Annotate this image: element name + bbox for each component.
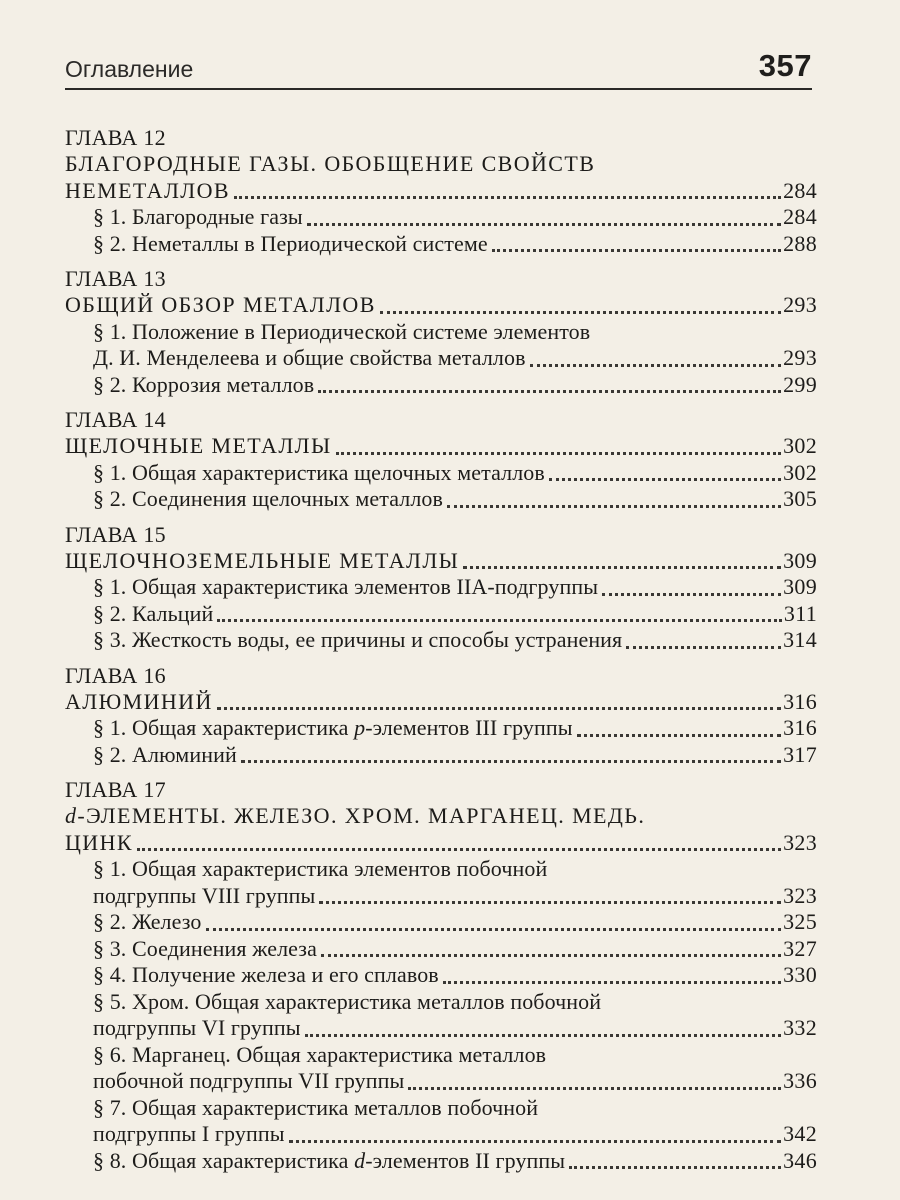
section-page-number: 317 (783, 741, 817, 767)
chapter-title-line (65, 151, 817, 178)
section-text: § 2. Неметаллы в Периодической системе (93, 230, 488, 256)
section-page-number: 346 (783, 1147, 817, 1173)
section-line (65, 319, 817, 346)
section-text: § 2. Соединения щелочных металлов (93, 486, 443, 511)
section-text: § 4. Получение железа и его сплавов (93, 962, 439, 987)
dot-leader (217, 609, 782, 622)
section-line (65, 1042, 817, 1069)
dot-leader (408, 1077, 781, 1090)
chapter-block (65, 521, 817, 654)
section-text: § 2. Железо (93, 909, 202, 934)
section-line (65, 204, 817, 231)
dot-leader (463, 556, 781, 569)
section-line (65, 1095, 817, 1122)
dot-leader (217, 697, 781, 710)
section-page-number: 332 (783, 1015, 817, 1040)
dot-leader (569, 1156, 781, 1169)
section-text: § 8. Общая характеристика d-элементов II группы (93, 1147, 566, 1173)
section-text: § 3. Соединения железа (93, 935, 317, 961)
dot-leader (319, 891, 781, 904)
running-title: Оглавление (65, 56, 194, 82)
section-page-number: 342 (783, 1121, 817, 1146)
section-text: § 1. Общая характеристика щелочных металлов (93, 459, 545, 485)
section-line (65, 372, 817, 399)
dot-leader (137, 838, 781, 851)
section-text: побочной подгруппы VII группы (93, 1068, 405, 1093)
chapter-title-text: НЕМЕТАЛЛОВ (65, 177, 230, 203)
dot-leader (577, 724, 781, 737)
section-line (65, 1015, 817, 1042)
dot-leader (530, 354, 782, 367)
chapter-title-page-number: 316 (783, 688, 817, 714)
dot-leader (305, 1024, 782, 1037)
section-page-number: 330 (783, 962, 817, 987)
section-line (65, 486, 817, 513)
section-page-number: 309 (783, 574, 817, 599)
section-line (65, 345, 817, 372)
section-text: § 2. Коррозия металлов (93, 371, 315, 397)
chapter-label: ГЛАВА 14 (65, 407, 166, 432)
dot-leader (234, 186, 781, 199)
section-line (65, 1068, 817, 1095)
section-line (65, 856, 817, 883)
dot-leader (307, 213, 781, 226)
chapter-title-line (65, 178, 817, 205)
section-page-number: 299 (783, 371, 817, 397)
chapter-block (65, 776, 817, 1174)
chapter-label: ГЛАВА 12 (65, 125, 166, 150)
chapter-title-page-number: 323 (783, 829, 817, 855)
dot-leader (492, 239, 781, 252)
chapter-label: ГЛАВА 13 (65, 266, 166, 291)
section-line (65, 231, 817, 258)
dot-leader (549, 468, 781, 481)
section-line (65, 627, 817, 654)
section-text: подгруппы VIII группы (93, 882, 316, 908)
dot-leader (241, 750, 781, 763)
chapter-title-text: d-ЭЛЕМЕНТЫ. ЖЕЛЕЗО. ХРОМ. МАРГАНЕЦ. МЕДЬ. (65, 803, 646, 828)
chapter-title-line (65, 433, 817, 460)
section-text: Д. И. Менделеева и общие свойства металлов (93, 345, 526, 370)
section-page-number: 325 (783, 909, 817, 934)
chapter-title-page-number: 284 (783, 177, 817, 203)
dot-leader (447, 495, 781, 508)
section-page-number: 311 (783, 600, 817, 626)
section-text: § 1. Благородные газы (93, 204, 303, 229)
section-page-number: 302 (783, 459, 817, 485)
section-page-number: 305 (783, 486, 817, 511)
chapter-title-text: ЩЕЛОЧНЫЕ МЕТАЛЛЫ (65, 433, 332, 458)
section-line (65, 989, 817, 1016)
section-text: § 1. Общая характеристика элементов побочной (93, 856, 548, 881)
dot-leader (318, 380, 781, 393)
section-text: § 2. Алюминий (93, 741, 237, 767)
section-page-number: 323 (783, 882, 817, 908)
page-header (65, 46, 812, 90)
section-page-number: 284 (783, 204, 817, 229)
dot-leader (602, 583, 781, 596)
section-text: § 1. Общая характеристика p-элементов III группы (93, 715, 573, 740)
section-text: § 6. Марганец. Общая характеристика металлов (93, 1041, 547, 1067)
chapter-block (65, 662, 817, 769)
section-line (65, 1121, 817, 1148)
section-text: § 2. Кальций (93, 600, 214, 626)
chapter-title-page-number: 302 (783, 433, 817, 458)
chapter-title-line (65, 292, 817, 319)
section-page-number: 316 (783, 715, 817, 740)
section-page-number: 327 (783, 935, 817, 961)
section-line (65, 742, 817, 769)
dot-leader (626, 636, 781, 649)
dot-leader (380, 301, 781, 314)
chapter-title-line (65, 803, 817, 830)
chapter-title-text: ЩЕЛОЧНОЗЕМЕЛЬНЫЕ МЕТАЛЛЫ (65, 547, 460, 573)
section-line (65, 460, 817, 487)
section-text: § 1. Положение в Периодической системе элементов (93, 318, 591, 344)
section-page-number: 314 (783, 627, 817, 652)
section-line (65, 962, 817, 989)
chapter-title-text: ЦИНК (65, 829, 133, 855)
chapter-title-line (65, 689, 817, 716)
section-text: § 5. Хром. Общая характеристика металлов побочной (93, 988, 602, 1014)
chapter-block (65, 265, 817, 398)
section-line (65, 1148, 817, 1175)
section-page-number: 336 (783, 1068, 817, 1093)
chapter-title-text: АЛЮМИНИЙ (65, 688, 213, 714)
chapter-block (65, 124, 817, 257)
chapter-title-page-number: 293 (783, 292, 817, 317)
page-number: 357 (758, 48, 812, 83)
dot-leader (206, 918, 782, 931)
chapter-label: ГЛАВА 16 (65, 662, 166, 688)
chapter-block (65, 406, 817, 513)
chapter-title-text: БЛАГОРОДНЫЕ ГАЗЫ. ОБОБЩЕНИЕ СВОЙСТВ (65, 151, 596, 176)
chapter-title-line (65, 548, 817, 575)
chapter-title-page-number: 309 (783, 547, 817, 573)
section-page-number: 288 (783, 230, 817, 256)
dot-leader (289, 1130, 782, 1143)
dot-leader (336, 442, 782, 455)
section-text: § 1. Общая характеристика элементов IIA-подгруппы (93, 574, 599, 599)
section-line (65, 574, 817, 601)
section-line (65, 715, 817, 742)
section-line (65, 883, 817, 910)
section-line (65, 601, 817, 628)
dot-leader (321, 944, 781, 957)
section-text: подгруппы VI группы (93, 1015, 301, 1040)
section-page-number: 293 (783, 345, 817, 370)
dot-leader (443, 971, 781, 984)
chapter-title-line (65, 830, 817, 857)
section-line (65, 936, 817, 963)
section-text: подгруппы I группы (93, 1121, 285, 1146)
section-line (65, 909, 817, 936)
chapter-label: ГЛАВА 15 (65, 521, 166, 547)
chapter-label: ГЛАВА 17 (65, 777, 166, 802)
chapter-title-text: ОБЩИЙ ОБЗОР МЕТАЛЛОВ (65, 292, 376, 317)
section-text: § 7. Общая характеристика металлов побочной (93, 1094, 539, 1120)
section-text: § 3. Жесткость воды, ее причины и способы устранения (93, 627, 623, 652)
table-of-contents (65, 124, 817, 1182)
